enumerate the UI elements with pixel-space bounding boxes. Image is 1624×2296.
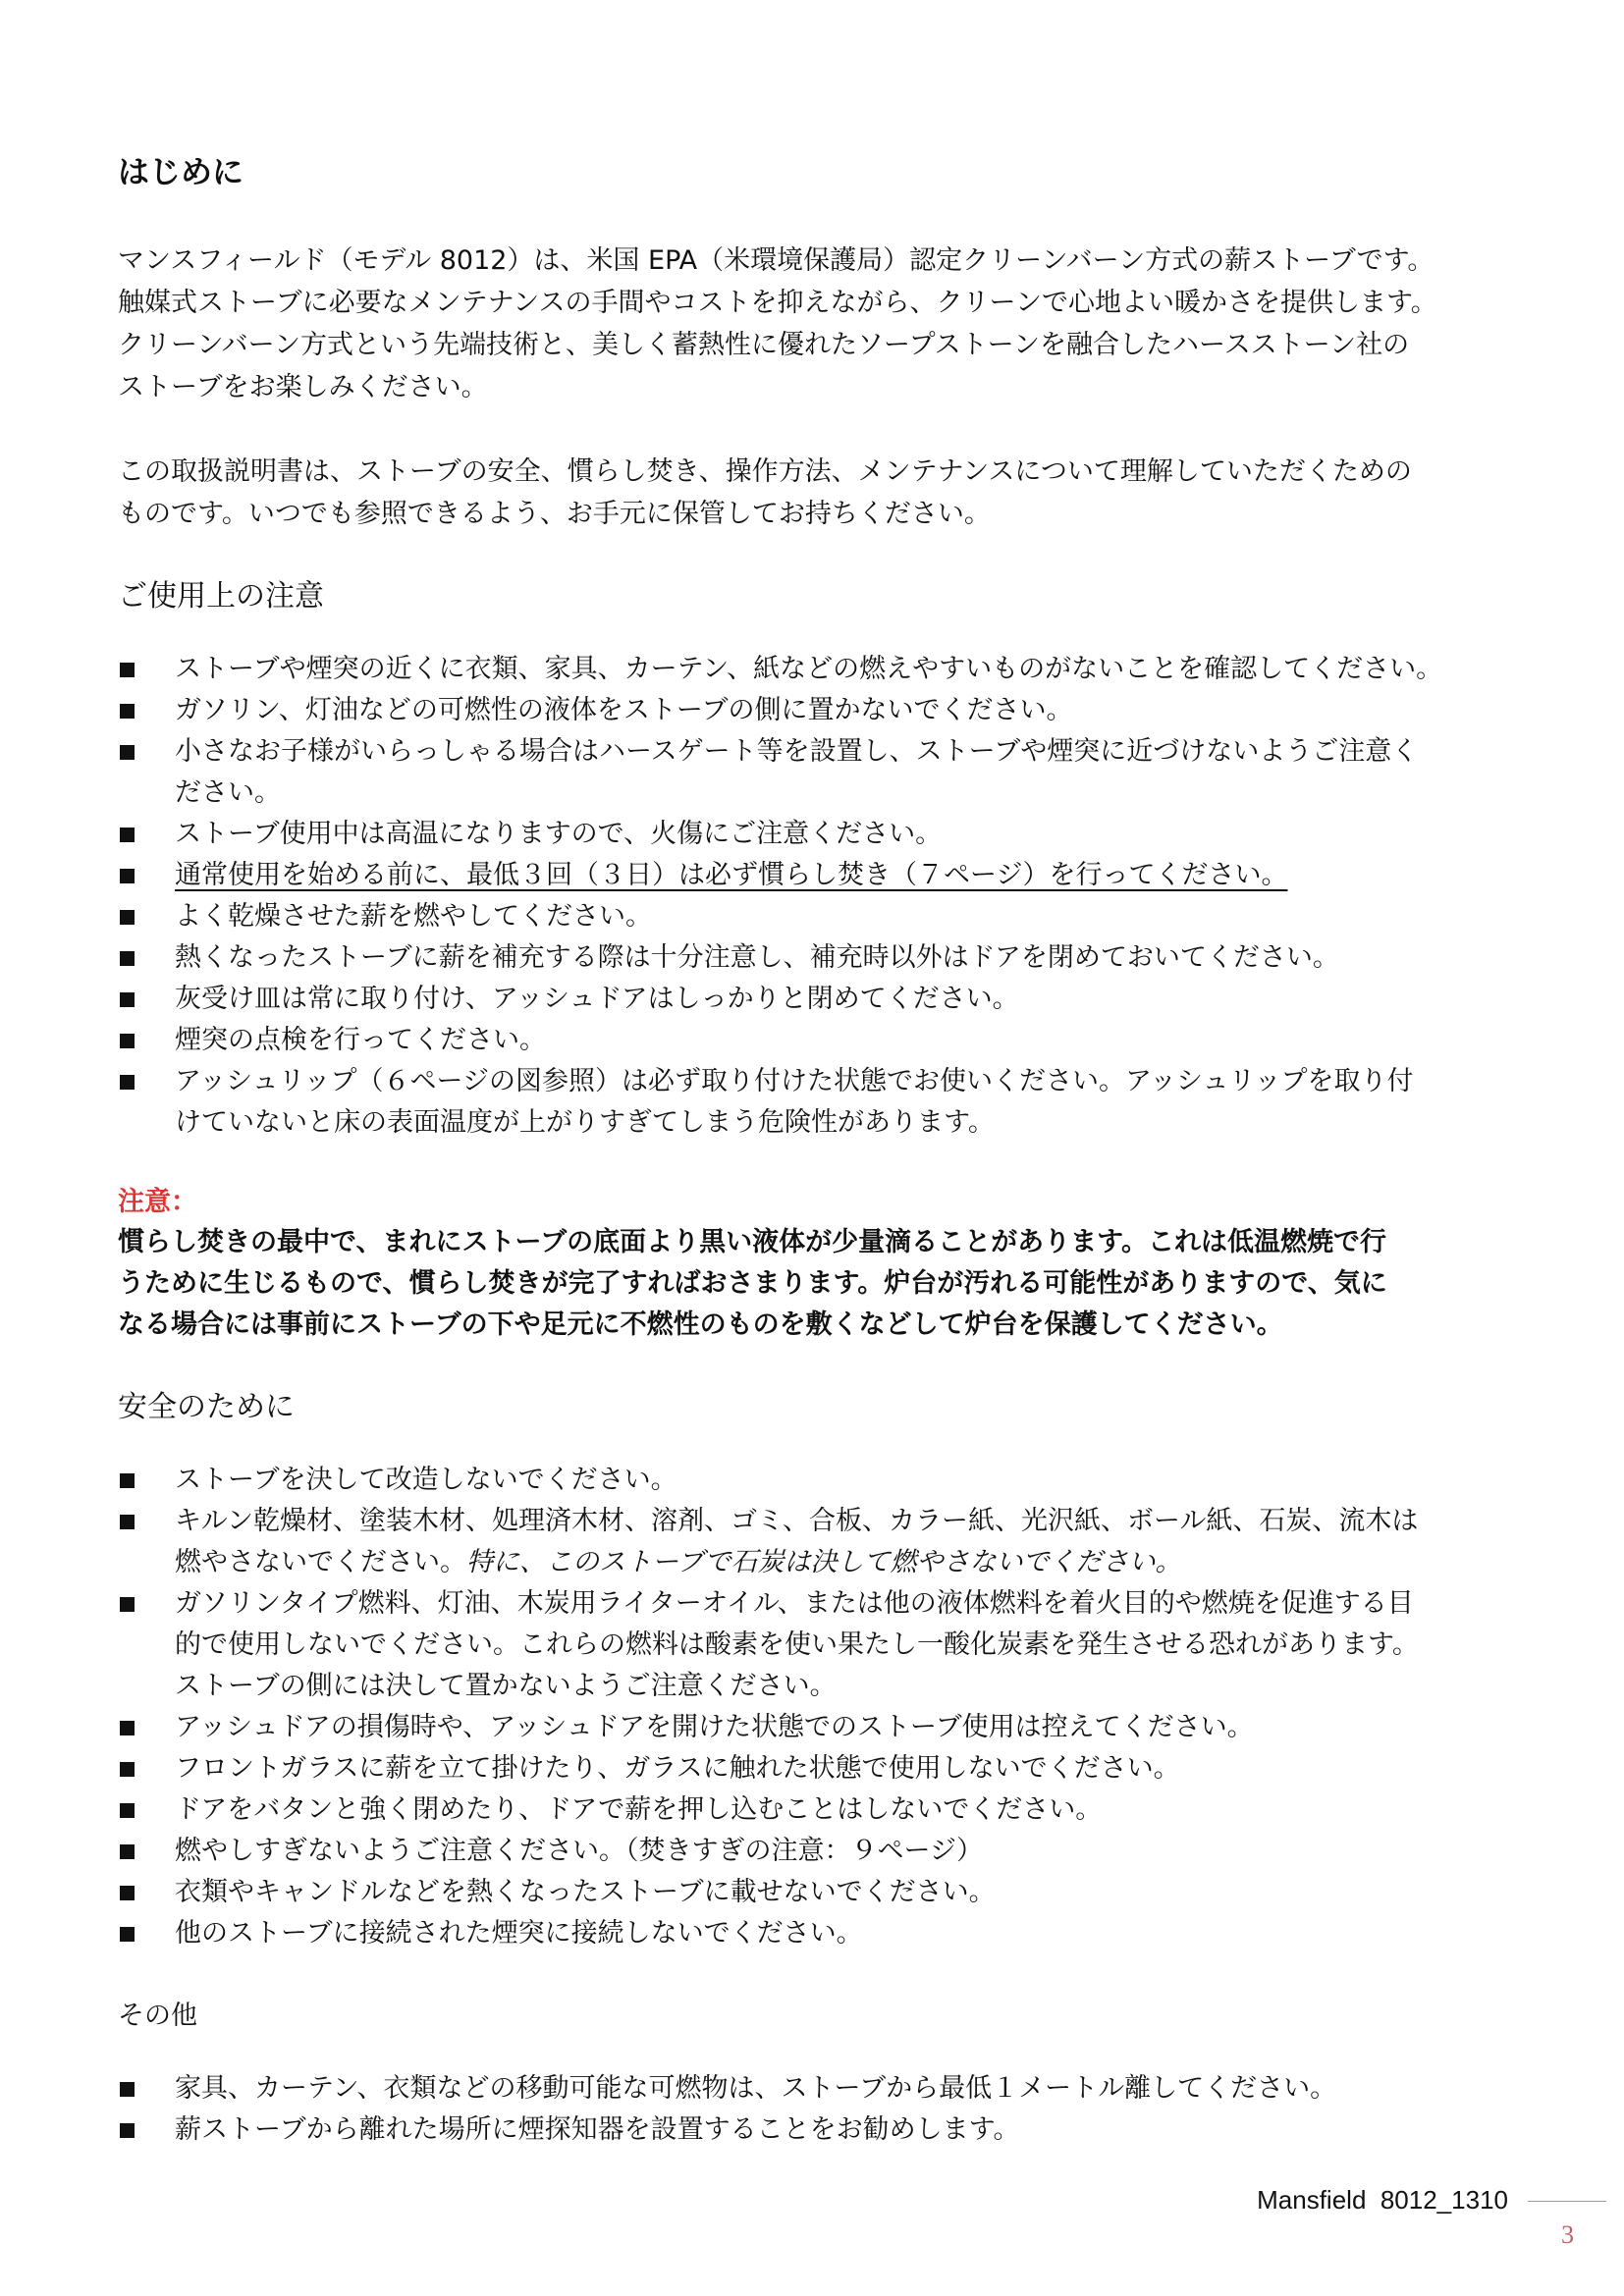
other-list — [118, 2068, 1532, 2151]
manual-page — [118, 147, 1532, 2151]
list-item: ストーブを決して改造しないでください。 — [118, 1460, 1532, 1501]
bullet-square-icon — [120, 704, 135, 719]
bullet-square-icon — [120, 1803, 135, 1818]
intro-paragraph-1 — [118, 240, 1532, 408]
list-item: 熱くなったストーブに薪を補充する際は十分注意し、補充時以外はドアを閉めておいてください。 — [118, 937, 1532, 979]
safety-title: 安全のために — [118, 1390, 295, 1424]
bullet-square-icon — [120, 1844, 135, 1859]
list-item: ガソリン、灯油などの可燃性の液体をストーブの側に置かないでください。 — [118, 690, 1532, 731]
bullet-square-icon — [120, 2082, 135, 2097]
list-item: 家具、カーテン、衣類などの移動可能な可燃物は、ストーブから最低１メートル離してください。 — [118, 2068, 1532, 2109]
intro-line: マンスフィールド（モデル 8012）は、米国 EPA（米環境保護局）認定クリーンバーン方式の薪ストーブです。 — [118, 245, 1435, 276]
intro-line: クリーンバーン方式という先端技術と、美しく蓄熱性に優れたソープストーンを融合したハースストーン社の — [118, 330, 1410, 360]
bullet-square-icon — [120, 910, 135, 925]
intro-title: はじめに — [118, 153, 244, 190]
safety-list — [118, 1460, 1532, 1954]
footer-doc-id: Mansfield 8012_1310 — [1257, 2185, 1508, 2215]
bullet-square-icon — [120, 1721, 135, 1735]
bullet-square-icon — [120, 1927, 135, 1942]
list-item: フロントガラスに薪を立て掛けたり、ガラスに触れた状態で使用しないでください。 — [118, 1748, 1532, 1789]
list-item: 小さなお子様がいらっしゃる場合はハースゲート等を設置し、ストーブや煙突に近づけないようご注意く ださい。 — [118, 731, 1532, 814]
bullet-square-icon — [120, 1597, 135, 1612]
intro-line: ストーブをお楽しみください。 — [118, 372, 488, 402]
bullet-square-icon — [120, 951, 135, 966]
list-item: ガソリンタイプ燃料、灯油、木炭用ライターオイル、または他の液体燃料を着火目的や燃焼を促進する目 的で使用しないでください。これらの燃料は酸素を使い果たし一酸化炭素を発生させる恐れがあります。 ストーブの側には決して置かないようご注意ください。 — [118, 1583, 1532, 1707]
page-number: 3 — [1561, 2220, 1574, 2249]
intro-paragraph-2 — [118, 451, 1532, 535]
list-item: 薪ストーブから離れた場所に煙探知器を設置することをお勧めします。 — [118, 2109, 1532, 2151]
bullet-square-icon — [120, 1034, 135, 1048]
list-item — [118, 855, 1532, 896]
intro-line: 触媒式ストーブに必要なメンテナンスの手間やコストを抑えながら、クリーンで心地よい暖かさを提供します。 — [118, 288, 1437, 318]
bullet-square-icon — [120, 828, 135, 842]
bullet-square-icon — [120, 2123, 135, 2138]
bullet-square-icon — [120, 869, 135, 883]
intro-line: この取扱説明書は、ストーブの安全、慣らし焚き、操作方法、メンテナンスについて理解していただくための — [118, 456, 1412, 487]
list-item: 煙突の点検を行ってください。 — [118, 1020, 1532, 1061]
caution-label: 注意： — [118, 1187, 197, 1217]
bullet-square-icon — [120, 992, 135, 1007]
list-item: よく乾燥させた薪を燃やしてください。 — [118, 896, 1532, 937]
list-item: アッシュリップ（６ページの図参照）は必ず取り付けた状態でお使いください。アッシュリップを取り付 けていないと床の表面温度が上がりすぎてしまう危険性があります。 — [118, 1061, 1532, 1144]
caution-body: 慣らし焚きの最中で、まれにストーブの底面より黒い液体が少量滴ることがあります。これは低温燃焼で行 うために生じるもので、慣らし焚きが完了すればおさまります。炉台が汚れる可能性がありますので、気に なる場合には事前にストーブの下や足元に不燃性のものを敷くなどして炉台を保護してください。 — [118, 1227, 1387, 1340]
bullet-square-icon — [120, 1762, 135, 1777]
other-title: その他 — [118, 2001, 197, 2031]
bullet-square-icon — [120, 1473, 135, 1488]
list-item: ドアをバタンと強く閉めたり、ドアで薪を押し込むことはしないでください。 — [118, 1789, 1532, 1831]
bullet-square-icon — [120, 1886, 135, 1900]
list-item: 他のストーブに接続された煙突に接続しないでください。 — [118, 1913, 1532, 1954]
footer-rule — [1528, 2201, 1606, 2202]
list-item: アッシュドアの損傷時や、アッシュドアを開けた状態でのストーブ使用は控えてください。 — [118, 1707, 1532, 1748]
bullet-square-icon — [120, 1075, 135, 1090]
usage-list — [118, 649, 1532, 1144]
list-item: 灰受け皿は常に取り付け、アッシュドアはしっかりと閉めてください。 — [118, 979, 1532, 1020]
list-item: 燃やしすぎないようご注意ください。（焚きすぎの注意：９ページ） — [118, 1831, 1532, 1872]
intro-line: ものです。いつでも参照できるよう、お手元に保管してお持ちください。 — [118, 499, 991, 529]
bullet-square-icon — [120, 1515, 135, 1529]
list-item: キルン乾燥材、塗装木材、処理済木材、溶剤、ゴミ、合板、カラー紙、光沢紙、ボール紙、石炭、流木は 燃やさないでください。特に、このストーブで石炭は決して燃やさないでください。 — [118, 1501, 1532, 1583]
list-item: ストーブや煙突の近くに衣類、家具、カーテン、紙などの燃えやすいものがないことを確認してください。 — [118, 649, 1532, 690]
bullet-square-icon — [120, 745, 135, 760]
underlined-break-in-notice: 通常使用を始める前に、最低３回（３日）は必ず慣らし焚き（７ページ）を行ってください。 — [175, 860, 1288, 890]
coal-italic-note: 特に、このストーブで石炭は決して燃やさないでください。 — [466, 1547, 1182, 1577]
usage-title: ご使用上の注意 — [118, 579, 324, 614]
list-item: ストーブ使用中は高温になりますので、火傷にご注意ください。 — [118, 814, 1532, 855]
bullet-square-icon — [120, 663, 135, 677]
list-item: 衣類やキャンドルなどを熱くなったストーブに載せないでください。 — [118, 1872, 1532, 1913]
